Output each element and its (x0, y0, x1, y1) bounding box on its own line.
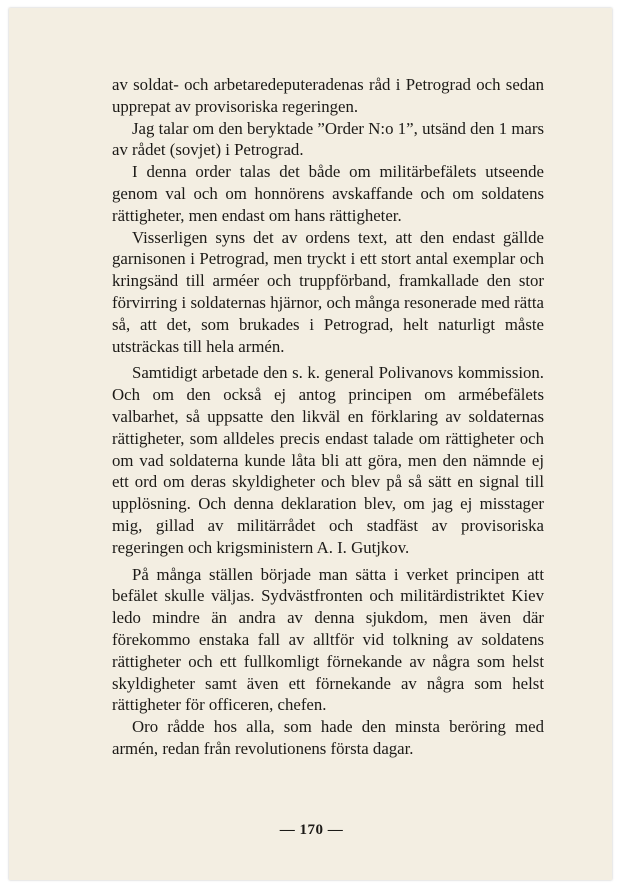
paragraph-4: Visserligen syns det av ordens text, att den endast gällde garnisonen i Petrograd, men tryckt i ett stort antal exemplar och kringsänd till arméer och truppförband, framkallade den stor förvirring i soldaternas hjärnor, och många resonerade med rätta så, att det, som brukades i Petrograd, helt naturligt måste utsträckas till hela armén. (112, 227, 544, 356)
body-text (112, 74, 544, 760)
paragraph-5: Samtidigt arbetade den s. k. general Polivanovs kommission. Och om den också ej antog principen om armébefälets valbarhet, så uppsatte den likväl en förklaring av soldaternas rättigheter, som alldeles precis endast talade om rättigheter och om vad soldaterna kunde låta bli att göra, men den nämnde ej ett ord om deras skyldigheter och blev på så sätt en signal till upplösning. Och denna deklaration blev, om jag ej misstager mig, gillad av militärrådet och stadfäst av provisoriska regeringen och krigsministern A. I. Gutjkov. (112, 363, 544, 557)
paragraph-1: av soldat- och arbetaredeputeradenas råd i Petrograd och sedan upprepat av provisoriska regeringen. (112, 75, 544, 116)
paragraph-3: I denna order talas det både om militärbefälets utseende genom val och om honnörens avskaffande och om soldatens rättigheter, men endast om hans rättigheter. (112, 162, 544, 225)
paragraph-2: Jag talar om den beryktade ”Order N:o 1”, utsänd den 1 mars av rådet (sovjet) i Petrograd. (112, 118, 544, 160)
paragraph-7: Oro rådde hos alla, som hade den minsta beröring med armén, redan från revolutionens första dagar. (112, 717, 544, 758)
paragraph-6: På många ställen började man sätta i verket principen att befälet skulle väljas. Sydvästfronten och militärdistriktet Kiev ledo mindre än andra av denna sjukdom, men även där förekommo enstaka fall av alltför vid tolkning av soldatens rättigheter och ett fullkomligt förnekande av några som helst skyldigheter samt även ett förnekande av några som helst rättigheter för officeren, chefen. (112, 564, 544, 715)
page-number: — 170 — (279, 822, 344, 838)
